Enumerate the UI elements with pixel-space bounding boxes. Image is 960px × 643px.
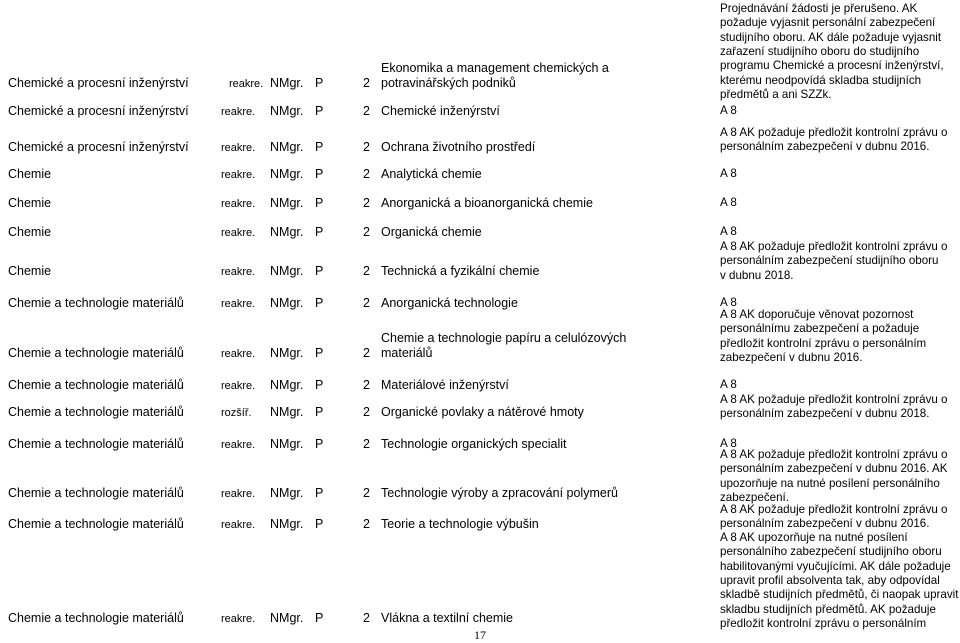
decision-text: programu Chemické a procesní inženýrství, [720, 59, 944, 73]
study-type: NMgr. [270, 264, 304, 278]
decision-code: A 8 [720, 296, 737, 309]
study-length: 2 [363, 437, 370, 451]
accreditation-type: reakre. [221, 613, 256, 625]
table-row [0, 0, 960, 101]
decision-text: skladbě studijních předmětů, či naopak upravit [720, 588, 959, 602]
decision-text: předmětů a ani SZZk. [720, 87, 832, 101]
accreditation-type: reakre. [221, 348, 256, 360]
accreditation-type: reakre. [221, 169, 256, 181]
study-form: P [315, 486, 324, 500]
study-form: P [315, 104, 324, 118]
table-row [0, 240, 960, 282]
study-programme: Organické povlaky a nátěrové hmoty [381, 405, 584, 419]
decision-text: předložit kontrolní zprávu o personálním [720, 336, 927, 350]
decision-code: A 8 [720, 196, 737, 209]
decision-text: A 8 AK požaduje předložit kontrolní zprávu o [720, 126, 948, 139]
accreditation-type: reakre. [221, 142, 256, 154]
study-length: 2 [363, 225, 370, 239]
accreditation-type: reakre. [221, 298, 256, 310]
study-length: 2 [363, 517, 370, 531]
study-type: NMgr. [270, 76, 304, 90]
study-programme: Technologie výroby a zpracování polymerů [381, 486, 618, 500]
decision-text: kterému neodpovídá skladba studijních [720, 73, 922, 87]
decision-text: zabezpečení. [720, 490, 789, 504]
study-programme: Anorganická technologie [381, 296, 518, 310]
study-programme: Technická a fyzikální chemie [381, 264, 540, 278]
study-programme: Anorganická a bioanorganická chemie [381, 196, 593, 210]
decision-text: personálním zabezpečení v dubnu 2018. [720, 407, 930, 421]
study-type: NMgr. [270, 517, 304, 531]
study-programme: materiálů [381, 346, 433, 360]
accreditation-type: reakre. [221, 380, 256, 392]
study-programme: Chemie a technologie papíru a celulózových [381, 331, 627, 345]
study-length: 2 [363, 140, 370, 154]
decision-text: personálnímu zabezpečení a požaduje [720, 322, 920, 336]
decision-text: A 8 AK upozorňuje na nutné posílení [720, 531, 908, 544]
study-length: 2 [363, 346, 370, 360]
field-of-study: Chemie [8, 225, 52, 239]
study-form: P [315, 225, 324, 239]
study-form: P [315, 196, 324, 210]
field-of-study: Chemické a procesní inženýrství [8, 104, 189, 118]
study-type: NMgr. [270, 225, 304, 239]
study-length: 2 [363, 167, 370, 181]
decision-text: požaduje vyjasnit personální zabezpečení [720, 16, 936, 30]
study-length: 2 [363, 196, 370, 210]
study-form: P [315, 167, 324, 181]
field-of-study: Chemie a technologie materiálů [8, 378, 184, 392]
table-row [0, 194, 960, 210]
decision-code: A 8 [720, 167, 737, 180]
study-type: NMgr. [270, 437, 304, 451]
study-form: P [315, 264, 324, 278]
study-length: 2 [363, 264, 370, 278]
decision-text: skladbu studijních předmětů. AK požaduje [720, 602, 936, 616]
accreditation-type: reakre. [229, 78, 264, 90]
field-of-study: Chemie [8, 167, 52, 181]
table-row [0, 503, 960, 533]
decision-text: A 8 AK požaduje předložit kontrolní zprávu o [720, 393, 948, 406]
field-of-study: Chemie a technologie materiálů [8, 296, 184, 310]
table-row [0, 376, 960, 392]
study-programme: Ochrana životního prostředí [381, 140, 536, 154]
decision-text: zařazení studijního oboru do studijního [720, 44, 920, 58]
study-length: 2 [363, 611, 370, 625]
table-row [0, 391, 960, 423]
decision-text: personálního zabezpečení studijního oboru [720, 545, 942, 559]
study-programme: Ekonomika a management chemických a [381, 61, 609, 75]
field-of-study: Chemie [8, 264, 52, 278]
field-of-study: Chemie a technologie materiálů [8, 486, 184, 500]
accreditation-type: reakre. [221, 488, 256, 500]
table-row [0, 448, 960, 504]
accreditation-type: reakre. [221, 439, 256, 451]
field-of-study: Chemie a technologie materiálů [8, 611, 184, 625]
accreditation-type: reakre. [221, 106, 256, 118]
accreditation-type: rozšíř. [221, 407, 252, 419]
field-of-study: Chemie a technologie materiálů [8, 437, 184, 451]
study-form: P [315, 517, 324, 531]
decision-code: A 8 [720, 104, 737, 117]
table-row [0, 308, 960, 364]
study-type: NMgr. [270, 196, 304, 210]
study-form: P [315, 296, 324, 310]
study-programme: Chemické inženýrství [381, 104, 500, 118]
study-length: 2 [363, 378, 370, 392]
study-type: NMgr. [270, 405, 304, 419]
study-form: P [315, 346, 324, 360]
table-row [0, 165, 960, 181]
study-programme: Organická chemie [381, 225, 482, 239]
field-of-study: Chemie a technologie materiálů [8, 405, 184, 419]
field-of-study: Chemické a procesní inženýrství [8, 140, 189, 154]
study-form: P [315, 76, 324, 90]
decision-text: v dubnu 2018. [720, 268, 794, 282]
study-type: NMgr. [270, 486, 304, 500]
study-type: NMgr. [270, 140, 304, 154]
study-programme: potravinářských podniků [381, 76, 516, 90]
study-length: 2 [363, 296, 370, 310]
page-number: 17 [474, 628, 486, 642]
decision-text: předložit kontrolní zprávu o personálním [720, 616, 927, 630]
table-row [0, 126, 960, 158]
decision-text: studijního oboru. AK dále požaduje vyjasnit [720, 30, 942, 44]
decision-text: A 8 AK požaduje předložit kontrolní zprávu o [720, 448, 948, 461]
decision-text: personálním zabezpečení v dubnu 2016. AK [720, 462, 948, 476]
accreditation-type: reakre. [221, 227, 256, 239]
study-type: NMgr. [270, 104, 304, 118]
study-form: P [315, 140, 324, 154]
table-row [0, 531, 960, 631]
study-type: NMgr. [270, 611, 304, 625]
table-row [0, 223, 960, 239]
study-type: NMgr. [270, 346, 304, 360]
decision-code: A 8 [720, 225, 737, 238]
study-length: 2 [363, 486, 370, 500]
study-programme: Analytická chemie [381, 167, 482, 181]
study-form: P [315, 611, 324, 625]
decision-text: personálním zabezpečení v dubnu 2016. [720, 140, 930, 154]
accreditation-type: reakre. [221, 266, 256, 278]
accreditation-type: reakre. [221, 519, 256, 531]
study-programme: Teorie a technologie výbušin [381, 517, 539, 531]
decision-text: Projednávání žádosti je přerušeno. AK [720, 2, 918, 15]
decision-text: personálním zabezpečení v dubnu 2016. [720, 517, 930, 531]
field-of-study: Chemie a technologie materiálů [8, 517, 184, 531]
study-programme: Materiálové inženýrství [381, 378, 509, 392]
decision-text: personálním zabezpečení studijního oboru [720, 254, 939, 268]
field-of-study: Chemie [8, 196, 52, 210]
study-length: 2 [363, 405, 370, 419]
study-form: P [315, 378, 324, 392]
decision-text: A 8 AK požaduje předložit kontrolní zprávu o [720, 240, 948, 253]
decision-text: upozorňuje na nutné posílení personálního [720, 476, 940, 490]
accreditation-type: reakre. [221, 198, 256, 210]
study-type: NMgr. [270, 167, 304, 181]
study-length: 2 [363, 76, 370, 90]
study-form: P [315, 405, 324, 419]
decision-code: A 8 [720, 437, 737, 450]
study-type: NMgr. [270, 296, 304, 310]
study-form: P [315, 437, 324, 451]
decision-text: A 8 AK požaduje předložit kontrolní zprávu o [720, 503, 948, 516]
table-row [0, 102, 960, 118]
decision-text: zabezpečení v dubnu 2016. [720, 350, 863, 364]
decision-code: A 8 [720, 378, 737, 391]
field-of-study: Chemie a technologie materiálů [8, 346, 184, 360]
study-programme: Vlákna a textilní chemie [381, 611, 514, 625]
decision-text: upravit profil absolventa tak, aby odpovídal [720, 573, 940, 587]
field-of-study: Chemické a procesní inženýrství [8, 76, 189, 90]
study-type: NMgr. [270, 378, 304, 392]
study-length: 2 [363, 104, 370, 118]
decision-text: A 8 AK doporučuje věnovat pozornost [720, 308, 914, 321]
study-programme: Technologie organických specialit [381, 437, 567, 451]
decision-text: habilitovanými vyučujícími. AK dále požaduje [720, 559, 951, 573]
